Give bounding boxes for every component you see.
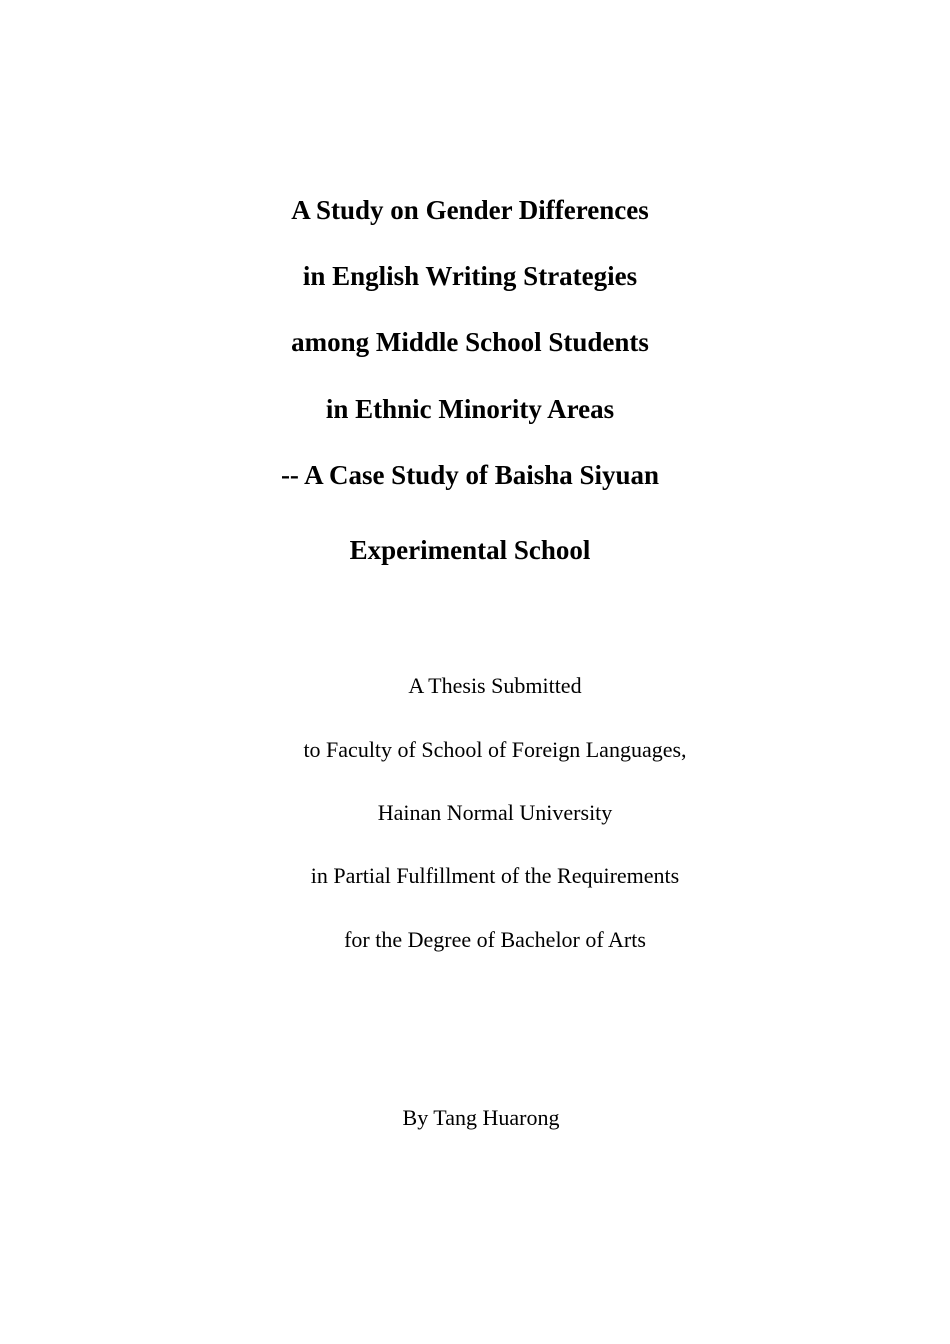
title-line-6: Experimental School [349, 535, 591, 565]
submission-line-4: in Partial Fulfillment of the Requirements [310, 863, 680, 888]
title-line-5: -- A Case Study of Baisha Siyuan [280, 460, 660, 490]
submission-line-3: Hainan Normal University [377, 800, 613, 825]
title-line-4: in Ethnic Minority Areas [325, 394, 615, 424]
title-line-3: among Middle School Students [291, 327, 649, 357]
submission-line-5: for the Degree of Bachelor of Arts [344, 927, 646, 952]
title-line-1: A Study on Gender Differences [291, 195, 649, 225]
title-line-2: in English Writing Strategies [302, 261, 638, 291]
submission-line-2: to Faculty of School of Foreign Languages, [303, 737, 687, 762]
author-byline: By Tang Huarong [402, 1105, 560, 1130]
submission-line-1: A Thesis Submitted [408, 673, 582, 698]
